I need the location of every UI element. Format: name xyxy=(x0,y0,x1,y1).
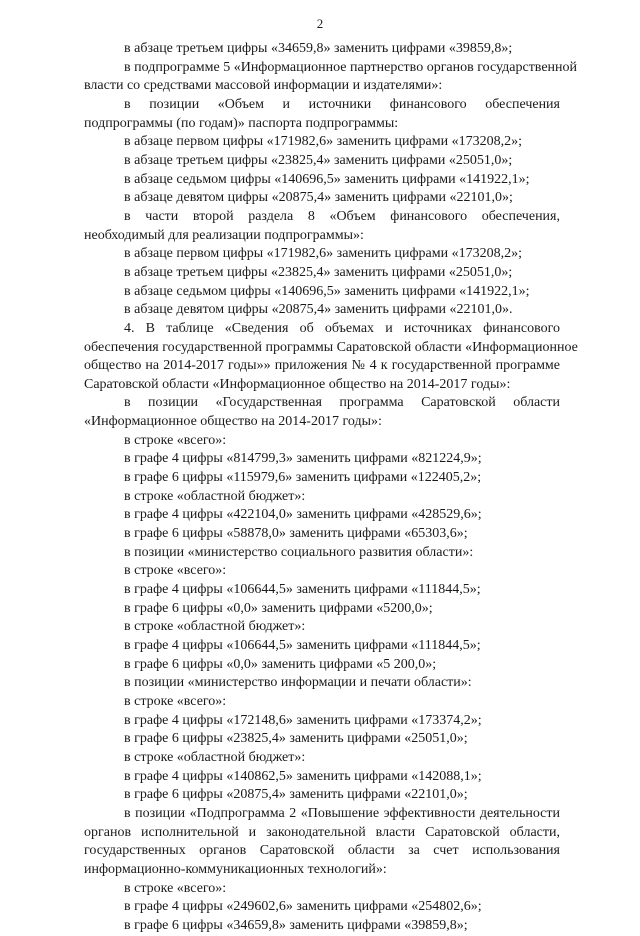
text-line: в абзаце первом цифры «171982,6» заменить цифрами «173208,2»; xyxy=(124,246,522,262)
text-line: в графе 4 цифры «249602,6» заменить цифрами «254802,6»; xyxy=(124,899,482,915)
text-line: в графе 6 цифры «0,0» заменить цифрами «5 200,0»; xyxy=(124,656,437,672)
document-body xyxy=(84,40,578,936)
page-number: 2 xyxy=(316,16,324,31)
text-line: Саратовской области «Информационное общество на 2014-2017 годы»: xyxy=(84,376,511,392)
text-line: в позиции «Подпрограмма 2 «Повышение эффективности деятельности xyxy=(124,805,560,821)
text-line: в графе 4 цифры «814799,3» заменить цифрами «821224,9»; xyxy=(124,451,482,467)
text-line: в части второй раздела 8 «Объем финансового обеспечения, xyxy=(124,208,560,224)
text-line: в графе 6 цифры «34659,8» заменить цифрами «39859,8»; xyxy=(124,917,468,933)
text-line: в графе 6 цифры «58878,0» заменить цифрами «65303,6»; xyxy=(124,526,468,542)
text-line: в графе 6 цифры «20875,4» заменить цифрами «22101,0»; xyxy=(124,787,468,803)
text-line: власти со средствами массовой информации и издателями»: xyxy=(84,78,443,94)
text-line: государственных органов Саратовской области за счет использования xyxy=(84,843,560,859)
text-line: в строке «всего»: xyxy=(124,432,227,448)
text-line: 4. В таблице «Сведения об объемах и источниках финансового xyxy=(124,320,560,336)
text-line: подпрограммы (по годам)» паспорта подпрограммы: xyxy=(84,115,399,131)
text-line: в строке «всего»: xyxy=(124,563,227,579)
text-line: в графе 4 цифры «106644,5» заменить цифрами «111844,5»; xyxy=(124,582,481,598)
text-line: в абзаце третьем цифры «23825,4» заменить цифрами «25051,0»; xyxy=(124,152,513,168)
text-line: в позиции «министерство информации и печати области»: xyxy=(124,675,472,691)
text-line: в абзаце седьмом цифры «140696,5» заменить цифрами «141922,1»; xyxy=(124,283,530,299)
text-line: в подпрограмме 5 «Информационное партнерство органов государственной xyxy=(124,59,578,75)
text-line: в строке «областной бюджет»: xyxy=(124,488,306,504)
text-line: органов исполнительной и законодательной власти Саратовской области, xyxy=(84,824,560,840)
text-line: в абзаце третьем цифры «34659,8» заменить цифрами «39859,8»; xyxy=(124,41,513,56)
text-line: в графе 4 цифры «172148,6» заменить цифрами «173374,2»; xyxy=(124,712,482,728)
text-line: «Информационное общество на 2014-2017 годы»: xyxy=(84,414,382,430)
text-line: необходимый для реализации подпрограммы»: xyxy=(84,227,364,243)
text-line: в графе 6 цифры «115979,6» заменить цифрами «122405,2»; xyxy=(124,470,482,486)
text-line: в строке «всего»: xyxy=(124,693,227,709)
text-line: в графе 6 цифры «23825,4» заменить цифрами «25051,0»; xyxy=(124,731,468,747)
text-line: в графе 4 цифры «140862,5» заменить цифрами «142088,1»; xyxy=(124,768,482,784)
text-line: в позиции «министерство социального развития области»: xyxy=(124,544,474,560)
text-line: в абзаце девятом цифры «20875,4» заменить цифрами «22101,0». xyxy=(124,302,513,318)
text-line: в абзаце третьем цифры «23825,4» заменить цифрами «25051,0»; xyxy=(124,264,513,280)
text-line: в абзаце девятом цифры «20875,4» заменить цифрами «22101,0»; xyxy=(124,190,513,206)
text-line: в абзаце первом цифры «171982,6» заменить цифрами «173208,2»; xyxy=(124,134,522,150)
text-line: в строке «областной бюджет»: xyxy=(124,619,306,635)
text-line: общество на 2014-2017 годы»» приложения № 4 к государственной программе xyxy=(84,358,560,374)
text-line: в абзаце седьмом цифры «140696,5» заменить цифрами «141922,1»; xyxy=(124,171,530,187)
text-line: в графе 6 цифры «0,0» заменить цифрами «5200,0»; xyxy=(124,600,433,616)
text-line: в графе 4 цифры «106644,5» заменить цифрами «111844,5»; xyxy=(124,638,481,653)
text-line: информационно-коммуникационных технологий»: xyxy=(84,861,387,877)
text-line: в позиции «Объем и источники финансового обеспечения xyxy=(124,96,560,112)
text-line: в позиции «Государственная программа Саратовской области xyxy=(124,395,560,411)
text-line: в строке «областной бюджет»: xyxy=(124,749,306,765)
text-line: в графе 4 цифры «422104,0» заменить цифрами «428529,6»; xyxy=(124,507,482,523)
text-line: в строке «всего»: xyxy=(124,880,227,896)
text-line: обеспечения государственной программы Саратовской области «Информационное xyxy=(84,339,578,355)
